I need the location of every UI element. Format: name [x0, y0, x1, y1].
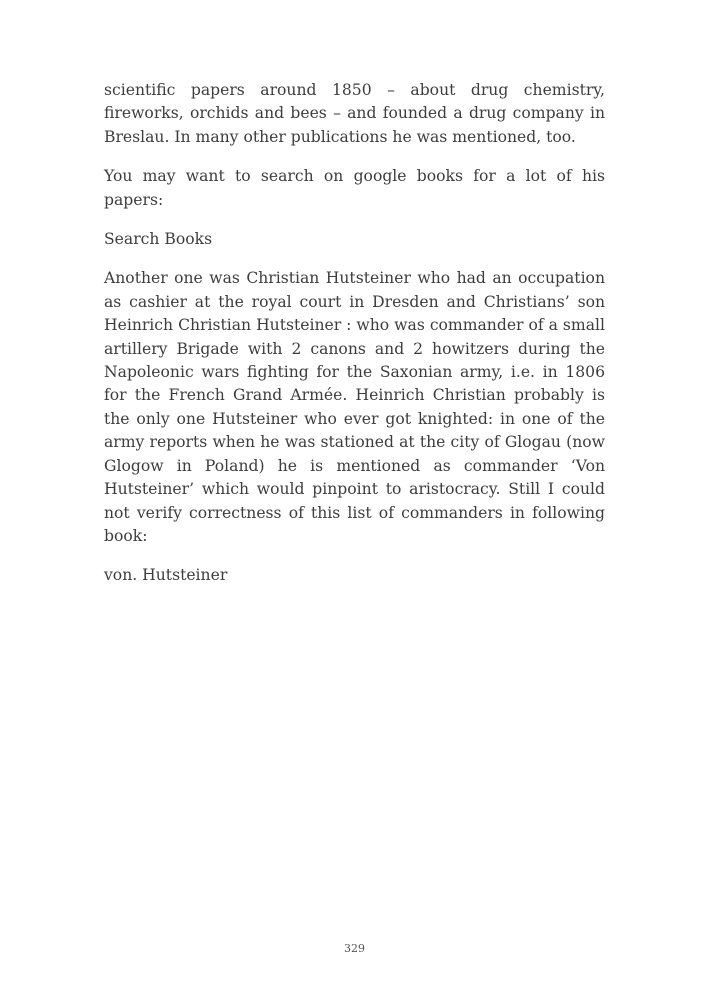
paragraph-christian-hutsteiner: Another one was Christian Hutsteiner who had an occupation as cashier at the royal court in Dresden and Christians’ son Heinrich Christian Hutsteiner : who was commander of a small artillery Brigade with 2 canons and 2 howitzers during the Napoleonic wars fighting for the Saxonian army, i.e. in 1806 for the French Grand Armée. Heinrich Christian probably is the only one Hutsteiner who ever got knighted: in one of the army reports when he was stationed at the city of Glogau (now Glogow in Poland) he is mentioned as commander ‘Von Hutsteiner’ which would pinpoint to aristocracy. Still I could not verify correctness of this list of commanders in following book: [104, 269, 605, 545]
search-books-link[interactable]: Search Books [104, 230, 213, 249]
page-number: 329 [344, 942, 365, 955]
page-body [104, 79, 605, 604]
paragraph-scientific-papers: scientific papers around 1850 – about drug chemistry, fireworks, orchids and bees – and founded a drug company in Breslau. In many other publications he was mentioned, too. [104, 81, 605, 146]
von-hutsteiner-link[interactable]: von. Hutsteiner [104, 566, 228, 585]
paragraph-google-books: You may want to search on google books for a lot of his papers: [104, 167, 605, 209]
